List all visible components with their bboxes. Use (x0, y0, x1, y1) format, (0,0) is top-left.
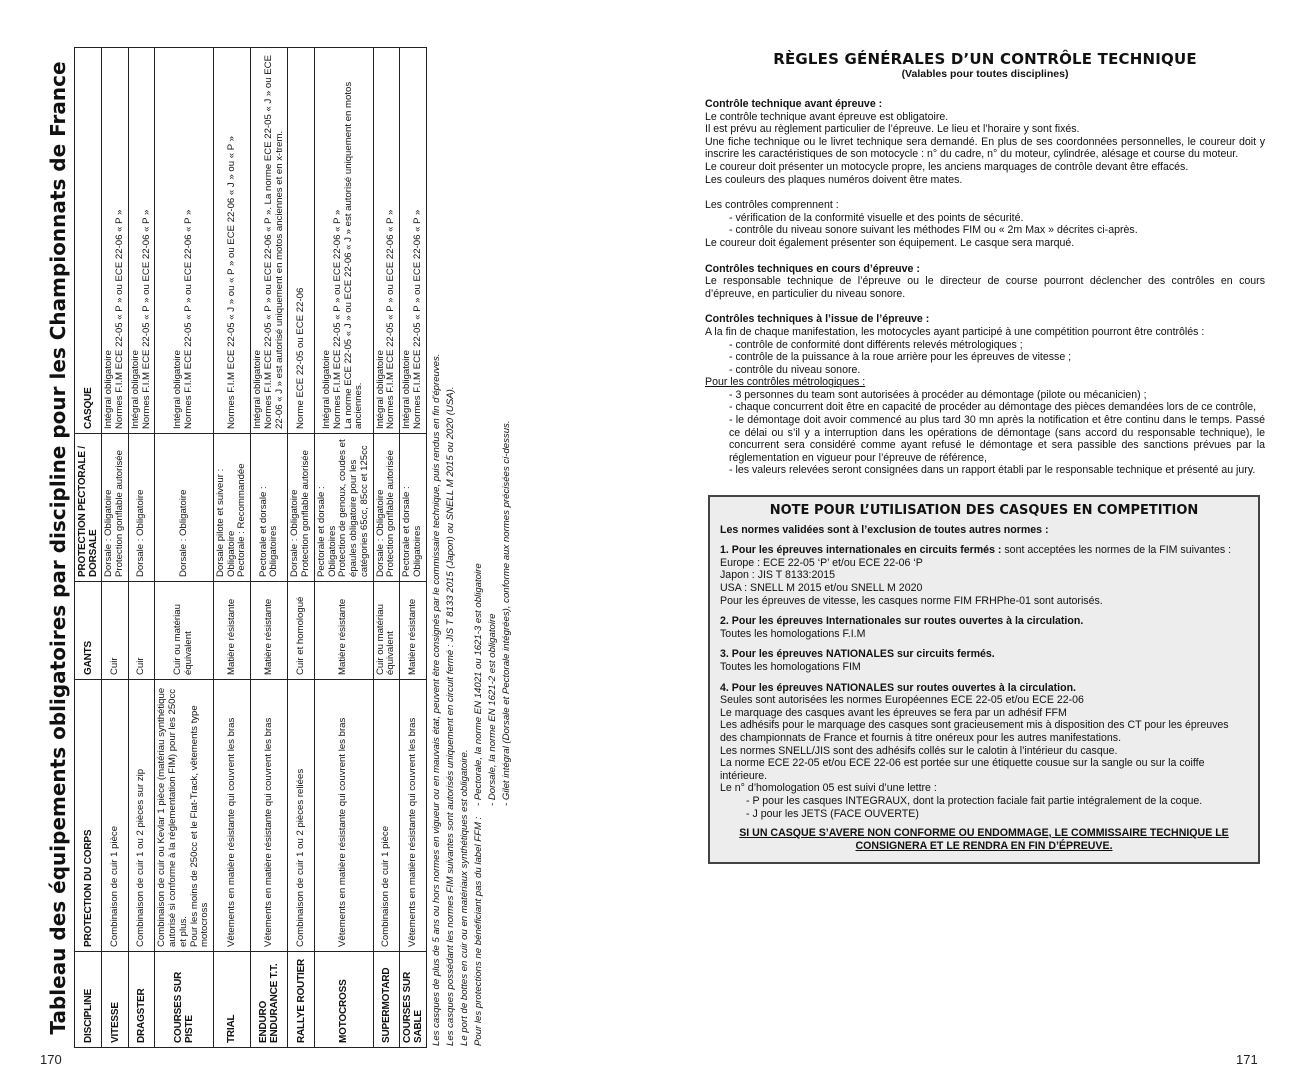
section-heading: Contrôles techniques à l’issue de l’épreuve : (705, 313, 930, 326)
discipline-cell: ENDURO ENDURANCE T.T. (251, 952, 288, 1048)
table-cell: Vêtements en matière résistante qui couvrent les bras (314, 680, 373, 952)
discipline-cell: TRIAL (213, 952, 250, 1048)
table-cell: Cuir et homologué (288, 582, 314, 680)
discipline-cell: MOTOCROSS (314, 952, 373, 1048)
table-cell: Intégral obligatoire Normes F.I.M ECE 22-05 « P » ou ECE 22-06 « P » (102, 48, 128, 434)
table-cell: Cuir (128, 582, 154, 680)
list-item: - contrôle du niveau sonore. (729, 363, 861, 376)
table-cell: Intégral obligatoire Normes F.I.M ECE 22-05 « P » ou ECE 22-06 « P » (373, 48, 399, 434)
table-cell: Norme ECE 22-05 ou ECE 22-06 (288, 48, 314, 434)
table-cell: Vêtements en matière résistante qui couvrent les bras (400, 680, 427, 952)
note-point-tail: sont acceptées les normes de la FIM suivantes : (1001, 544, 1232, 557)
table-cell: Vêtements en matière résistante qui couvrent les bras (213, 680, 250, 952)
table-row (155, 48, 214, 1048)
table-cell: Cuir (102, 582, 128, 680)
list-item: - le démontage doit avoir commencé au plus tard 30 mn après la notification et être continu dans le temps. Passé ce délai ou s’il y a interruption dans les opérations de démontage (sans accord du responsable technique), le concurrent sera considéré comme ayant refusé le démontage et sera passible des sanctions prévues par la réglementation en vigueur pour l’épreuve de référence, (729, 414, 1265, 464)
note-intro: Les normes validées sont à l’exclusion de toutes autres normes : (720, 523, 1049, 536)
discipline-cell: COURSES SUR SABLE (400, 952, 427, 1048)
note-point-head: 1. Pour les épreuves internationales en circuits fermés : (720, 544, 1002, 557)
paragraph: Une fiche technique ou le livret technique sera demandé. En plus de ses coordonnées personnelles, le coureur doit y inscrire les caractéristiques de son motocycle : n° du cadre, n° du moteur, cylindrée, alésage et course du moteur. (705, 135, 1265, 161)
table-cell: Vêtements en matière résistante qui couvrent les bras (251, 680, 288, 952)
ffm-item: - Dorsale, la norme EN 1621-2 est obligatoire (487, 613, 499, 806)
note-final-warning: SI UN CASQUE S’AVERE NON CONFORME OU ENDOMMAGE, LE COMMISSAIRE TECHNIQUE LE CONSIGNERA ET LE RENDRA EN FIN D’ÉPREUVE. (739, 827, 1229, 852)
table-cell: Pectorale et dorsale : Obligatoires (400, 434, 427, 582)
discipline-cell: DRAGSTER (128, 952, 154, 1048)
table-row (288, 48, 314, 1048)
table-cell: Matière résistante (213, 582, 250, 680)
paragraph: Le contrôle technique avant épreuve est obligatoire. (705, 110, 949, 123)
list-item: - contrôle du niveau sonore suivant les méthodes FIM ou « 2m Max » décrites ci-après. (729, 224, 1138, 237)
note-line: La norme ECE 22-05 et/ou ECE 22-06 est portée sur une étiquette cousue sur la sangle ou sur la coiffe intérieure. (720, 757, 1205, 782)
table-cell: Cuir ou matériau équivalent (155, 582, 214, 680)
table-cell: Matière résistante (314, 582, 373, 680)
helmet-note-box (708, 495, 1260, 864)
table-cell: Dorsale : Obligatoire Protection gonflable autorisée (102, 434, 128, 582)
col-header: DISCIPLINE (75, 952, 102, 1048)
table-cell: Intégral obligatoire Normes F.I.M ECE 22-05 « P » ou ECE 22-06 « P » (128, 48, 154, 434)
note-line: Le n° d’homologation 05 est suivi d’une lettre : (720, 782, 937, 795)
list-item: - contrôle de conformité dont différents relevés métrologiques ; (729, 338, 1023, 351)
note-line: Seules sont autorisées les normes Européennes ECE 22-05 et/ou ECE 22-06 (720, 694, 1084, 707)
table-cell: Pectorale et dorsale : Obligatoires (251, 434, 288, 582)
right-page (705, 0, 1265, 1092)
table-cell: Matière résistante (400, 582, 427, 680)
note-line: Japon : JIS T 8133:2015 (720, 569, 836, 582)
table-cell: Combinaison de cuir 1 ou 2 pièces reliées (288, 680, 314, 952)
paragraph: Le coureur doit présenter un motocycle propre, les anciens marquages de contrôle devant être effacés. (705, 160, 1189, 173)
footnote: Les casques de plus de 5 ans ou hors normes en vigueur ou en mauvais état, peuvent être consignés par le commissaire technique, puis rendus en fin d'épreuves. (431, 353, 443, 1046)
equipment-table (74, 47, 427, 1048)
table-cell: Combinaison de cuir ou Kevlar 1 pièce (matériau synthétique autorisé si conforme à la réglementation FIM) pour les 250cc et plus. Pour les moins de 250cc et le Flat-Track, vêtements type motocross (155, 680, 214, 952)
list-item: - vérification de la conformité visuelle et des points de sécurité. (729, 211, 1024, 224)
paragraph: Il est prévu au règlement particulier de l’épreuve. Le lieu et l’horaire y sont fixés. (705, 123, 1080, 136)
discipline-cell: VITESSE (102, 952, 128, 1048)
table-cell: Dorsale : Obligatoire (155, 434, 214, 582)
table-cell: Combinaison de cuir 1 ou 2 pièces sur zip (128, 680, 154, 952)
paragraph: A la fin de chaque manifestation, les motocycles ayant participé à une compétition pourront être contrôlés : (705, 325, 1205, 338)
col-header: CASQUE (75, 48, 102, 434)
note-line: Toutes les homologations F.I.M (720, 627, 866, 640)
note-title: NOTE POUR L’UTILISATION DES CASQUES EN COMPETITION (769, 503, 1199, 519)
table-cell: Combinaison de cuir 1 pièce (102, 680, 128, 952)
page-number-left: 170 (40, 1052, 62, 1067)
ffm-item: - Gilet intégral (Dorsale et Pectorale intégrées), conforme aux normes précisées ci-dessus. (501, 420, 513, 806)
note-item: - P pour les casques INTEGRAUX, dont la protection faciale fait partie intégralement de la coque. (746, 794, 1203, 807)
note-line: Europe : ECE 22-05 ‘P’ et/ou ECE 22-06 ‘P (720, 556, 923, 569)
page-number-right: 171 (1236, 1052, 1258, 1067)
table-cell: Dorsale : Obligatoire (128, 434, 154, 582)
table-row (251, 48, 288, 1048)
table-cell: Intégral obligatoire Normes F.I.M ECE 22-05 « P » ou ECE 22-06 « P » (400, 48, 427, 434)
list-item: - 3 personnes du team sont autorisées à procéder au démontage (pilote ou mécanicien) ; (729, 388, 1147, 401)
table-cell: Pectorale et dorsale : Obligatoires Protection de genoux, coudes et épaules obligatoire pour les catégories 65cc, 85cc et 125cc (314, 434, 373, 582)
table-cell: Intégral obligatoire Normes F.I.M ECE 22-05 « P » ou ECE 22-06 « P » La norme ECE 22-05 « J » ou ECE 22-06 « J » est autorisé uniquement en motos anciennes. (314, 48, 373, 434)
col-header: GANTS (75, 582, 102, 680)
note-line: Pour les épreuves de vitesse, les casques norme FIM FRHPhe-01 sont autorisés. (720, 594, 1103, 607)
discipline-cell: COURSES SUR PISTE (155, 952, 214, 1048)
note-line: USA : SNELL M 2015 et/ou SNELL M 2020 (720, 582, 923, 594)
list-item: - contrôle de la puissance à la roue arrière pour les épreuves de vitesse ; (729, 351, 1072, 364)
paragraph: Les contrôles comprennent : (705, 199, 839, 212)
table-header-row (75, 48, 102, 1048)
footnote: Le port de bottes en cuir ou en matériaux synthétiques est obligatoire. (459, 749, 471, 1046)
note-point-head: 3. Pour les épreuves NATIONALES sur circuits fermés. (720, 648, 995, 661)
section-subheading: Pour les contrôles métrologiques : (705, 376, 866, 389)
note-line: Toutes les homologations FIM (720, 660, 861, 673)
section-heading: Contrôle technique avant épreuve : (705, 98, 883, 110)
ffm-item: - Pectorale, la norme EN 14021 ou 1621-3 est obligatoire (473, 563, 485, 806)
table-cell: Combinaison de cuir 1 pièce (373, 680, 399, 952)
col-header: PROTECTION PECTORALE / DORSALE (75, 434, 102, 582)
table-row (373, 48, 399, 1048)
note-item: - J pour les JETS (FACE OUVERTE) (746, 807, 919, 820)
note-line: Les normes SNELL/JIS sont des adhésifs collés sur le calotin à l’intérieur du casque. (720, 744, 1118, 757)
table-cell: Normes F.I.M ECE 22-05 « J » ou « P » ou ECE 22-06 « J » ou « P » (213, 48, 250, 434)
table-cell: Matière résistante (251, 582, 288, 680)
section-heading: Contrôles techniques en cours d’épreuve : (705, 262, 920, 275)
paragraph: Le coureur doit également présenter son équipement. Le casque sera marqué. (705, 236, 1075, 249)
paragraph: Les couleurs des plaques numéros doivent être mates. (705, 173, 963, 186)
note-line: Les adhésifs pour le marquage des casques sont gracieusement mis à disposition des CT pour les épreuves des championnats de France et fournis à titre onéreux pour les autres manifestations. (720, 719, 1229, 744)
table-footnotes (430, 48, 514, 1048)
table-cell: Dorsale pilote et suiveur : Obligatoire Pectorale : Recommandée (213, 434, 250, 582)
table-row (102, 48, 128, 1048)
table-body (102, 48, 427, 1048)
table-cell: Dorsale : Obligatoire Protection gonflable autorisée (373, 434, 399, 582)
list-item: - les valeurs relevées seront consignées dans un rapport établi par le responsable technique et présenté au jury. (729, 464, 1256, 477)
col-header: PROTECTION DU CORPS (75, 680, 102, 952)
table-cell: Intégral obligatoire Normes F.I.M ECE 22-05 « P » ou ECE 22-06 « P ». La norme ECE 22-05 « J » ou ECE 22-06 « J » est autorisé uniquement en motos anciennes et en x-trem. (251, 48, 288, 434)
ffm-label: Pour les protections ne bénéficiant pas du label FFM : (473, 816, 485, 1046)
discipline-cell: RALLYE ROUTIER (288, 952, 314, 1048)
footnote: Les casques possédant les normes FIM suivantes sont autorisés uniquement en circuit fermé : JIS T 8133 2015 (Japon) ou SNELL M 2015 ou 2020 (USA). (445, 386, 457, 1046)
note-line: Le marquage des casques avant les épreuves se fera par un adhésif FFM (720, 706, 1067, 719)
table-title: Tableau des équipements obligatoires par discipline pour les Championnats de France (46, 61, 70, 1035)
table-row (314, 48, 373, 1048)
discipline-cell: SUPERMOTARD (373, 952, 399, 1048)
table-cell: Dorsale : Obligatoire Protection gonflable autorisée (288, 434, 314, 582)
note-point-head: 2. Pour les épreuves Internationales sur routes ouvertes à la circulation. (720, 615, 1084, 628)
rotated-table-block (42, 48, 632, 1048)
list-item: - chaque concurrent doit être en capacité de procéder au démontage des pièces demandées lors de ce contrôle, (729, 401, 1257, 414)
table-row (128, 48, 154, 1048)
ffm-note (472, 48, 514, 1046)
page-subtitle: (Valables pour toutes disciplines) (901, 68, 1069, 80)
ffm-items (472, 420, 514, 806)
page-title: RÈGLES GÉNÉRALES D’UN CONTRÔLE TECHNIQUE (773, 50, 1197, 68)
table-row (400, 48, 427, 1048)
table-row (213, 48, 250, 1048)
paragraph: Le responsable technique de l’épreuve ou le directeur de course pourront déclencher des contrôles en cours d’épreuve, en particulier du niveau sonore. (705, 275, 1265, 300)
note-point-1 (720, 544, 1248, 557)
rules-body (705, 98, 1265, 477)
table-cell: Cuir ou matériau équivalent (373, 582, 399, 680)
table-cell: Intégral obligatoire Normes F.I.M ECE 22-05 « P » ou ECE 22-06 « P » (155, 48, 214, 434)
note-point-head: 4. Pour les épreuves NATIONALES sur routes ouvertes à la circulation. (720, 681, 1076, 694)
